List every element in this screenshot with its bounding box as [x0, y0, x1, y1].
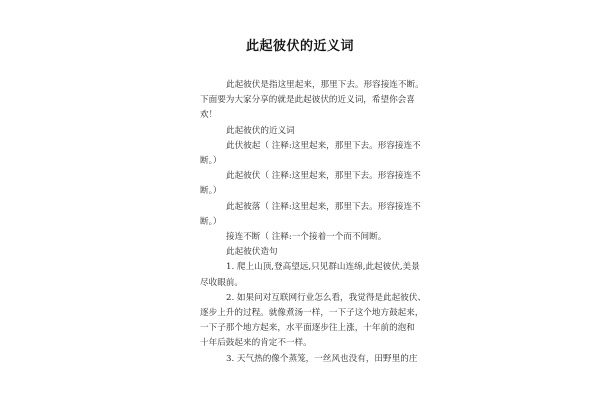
text-line: 断。） — [200, 156, 222, 167]
paragraph — [200, 291, 426, 352]
text-line: 一下子那个地方起来，水平面逐步往上涨，十年前的泡和 — [200, 323, 415, 334]
text-line: 接连不断（ 注释:一个接着一个而不间断。 — [226, 232, 387, 243]
paragraph — [200, 169, 421, 199]
text-line: 3. 天气热的像个蒸笼，一丝风也没有，田野里的庄 — [226, 353, 418, 364]
text-line: 此起彼伏造句 — [226, 247, 278, 258]
paragraph — [200, 124, 404, 139]
paragraph — [200, 230, 404, 245]
text-line: 此起彼伏（ 注释:这里起来，那里下去。形容接连不 — [226, 171, 421, 182]
paragraph — [200, 139, 421, 169]
text-line: 欢！ — [200, 110, 218, 121]
text-line: 1. 爬上山顶,登高望远,只见群山连绵,此起彼伏,美景 — [226, 262, 420, 273]
text-line: 逐步上升的过程。就像煮汤一样，一下子这个地方鼓起来， — [200, 308, 424, 319]
text-line: 下面要为大家分享的就是此起彼伏的近义词，希望你会喜 — [200, 95, 415, 106]
paragraph — [200, 352, 418, 367]
text-line: 十年后鼓起来的肯定不一样。 — [200, 338, 312, 349]
text-line: 尽收眼前。 — [200, 277, 243, 288]
text-line: 此伏彼起（ 注释:这里起来，那里下去。形容接连不 — [226, 140, 421, 151]
document-body — [200, 78, 426, 367]
text-line: 2. 如果问对互联网行业怎么看，我觉得是此起彼伏、 — [226, 292, 426, 303]
text-line: 此起彼伏是指这里起来，那里下去。形容接连不断。 — [226, 80, 424, 90]
text-line: 此起彼伏的近义词 — [226, 125, 295, 136]
paragraph — [200, 200, 421, 230]
text-line: 此起彼落（ 注释:这里起来，那里下去。形容接连不 — [226, 201, 421, 212]
paragraph — [200, 245, 404, 260]
text-line: 断。） — [200, 216, 222, 227]
paragraph — [200, 78, 424, 124]
document-title: 此起彼伏的近义词 — [245, 39, 354, 54]
paragraph — [200, 260, 420, 290]
text-line: 断。） — [200, 186, 222, 197]
